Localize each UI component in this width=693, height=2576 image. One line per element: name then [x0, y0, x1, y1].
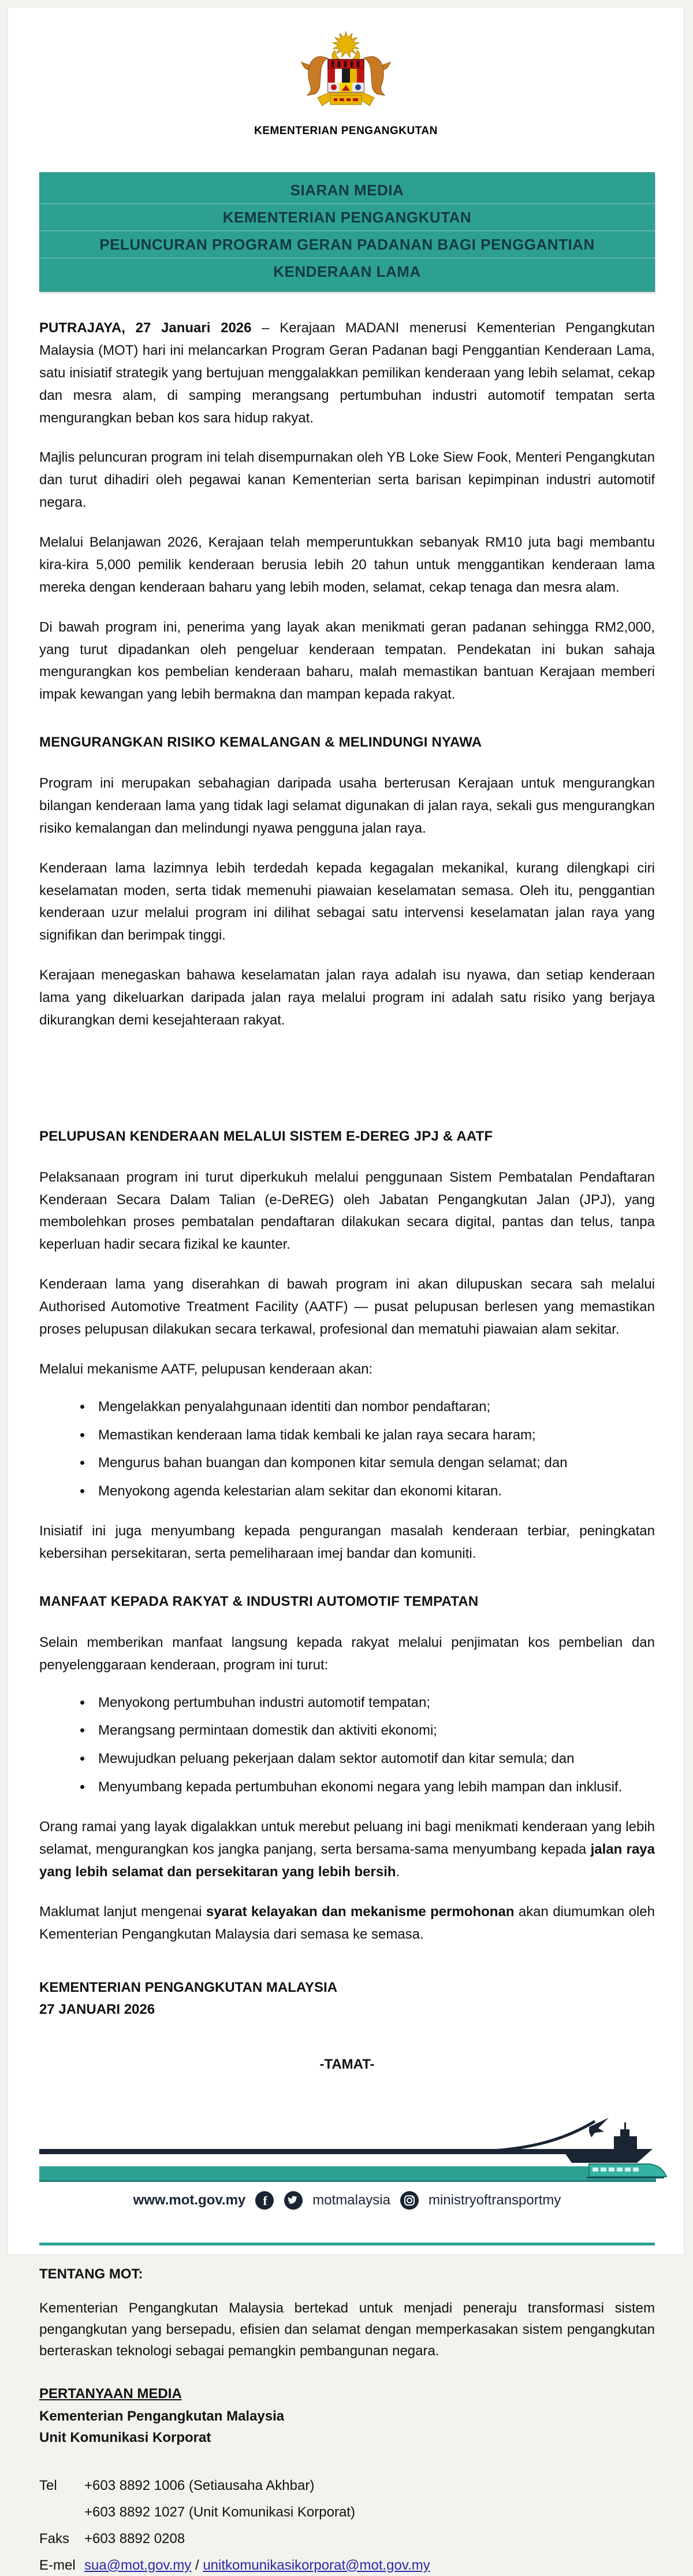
banner-line-1: SIARAN MEDIA: [290, 181, 404, 199]
paragraph: Melalui mekanisme AATF, pelupusan kenderaan akan:: [39, 1361, 373, 1377]
bullet-item: • Merangsang permintaan domestik dan aktiviti ekonomi;: [92, 1720, 655, 1742]
press-release-title-banner: [39, 172, 655, 292]
contact-fax-row: [39, 2529, 655, 2549]
contact-email-row: [39, 2555, 655, 2576]
ship-icon: [562, 2122, 653, 2163]
fax-number: +603 8892 0208: [84, 2530, 185, 2547]
paragraph: Inisiatif ini juga menyumbang kepada pengurangan masalah kenderaan terbiar, peningkatan kebersihan persekitaran, serta pemeliharaan imej bandar dan komuniti.: [39, 1523, 655, 1561]
paragraph: Program ini merupakan sebahagian daripada usaha berterusan Kerajaan untuk mengurangkan bilangan kenderaan lama yang tidak lagi selamat digunakan di jalan raya, sekali gus mengurangkan risiko kemalangan dan melindungi nyawa pengguna jalan raya.: [39, 775, 655, 836]
bullet-item: • Menyokong agenda kelestarian alam sekitar dan ekonomi kitaran.: [92, 1480, 655, 1503]
section-heading: MANFAAT KEPADA RAKYAT & INDUSTRI AUTOMOTIF TEMPATAN: [39, 1593, 479, 1609]
facebook-twitter-handle: motmalaysia: [312, 2192, 390, 2208]
press-release-page: [8, 7, 684, 2573]
media-org: Kementerian Pengangkutan Malaysia: [39, 2408, 285, 2425]
about-text: Kementerian Pengangkutan Malaysia bertekad untuk menjadi peneraju transformasi sistem pengangkutan yang bersepadu, efisien dan selamat dengan memperkasakan sistem pengangkutan berteraskan teknologi sebagai pemangkin pembangunan negara.: [39, 2300, 655, 2359]
bullet-item: • Menyumbang kepada pertumbuhan ekonomi negara yang lebih mampan dan inklusif.: [92, 1776, 655, 1799]
banner-line-4: KENDERAAN LAMA: [39, 258, 655, 285]
paragraph: Kenderaan lama yang diserahkan di bawah program ini akan dilupuskan secara sah melalui Authorised Automotive Treatment Facility (AATF) — pusat pelupusan berlesen yang memastikan proses pelupusan dilakukan secara terkawal, profesional dan mematuhi piawaian alam sekitar.: [39, 1276, 655, 1337]
paragraph: Di bawah program ini, penerima yang layak akan menikmati geran padanan sehingga RM2,000, yang turut dipadankan oleh pengeluar kenderaan tempatan. Pendekatan ini bukan sahaja mengurangkan kos pembelian kenderaan baharu, malah memastikan bantuan Kerajaan memberi impak kewangan yang lebih bermakna dan mampan kepada rakyat.: [39, 619, 655, 703]
facebook-icon: [255, 2191, 274, 2210]
airplane-icon: [589, 2118, 609, 2137]
paragraph: Majlis peluncuran program ini telah disempurnakan oleh YB Loke Siew Fook, Menteri Pengangkutan dan turut dihadiri oleh pegawai kanan Kementerian serta barisan kepimpinan industri automotif negara.: [39, 450, 655, 511]
paragraph: Kerajaan menegaskan bahawa keselamatan jalan raya adalah isu nyawa, dan setiap kenderaan lama yang dikeluarkan daripada jalan raya melalui program ini adalah satu risiko yang berjaya dikurangkan demi kesejahteraan rakyat.: [39, 967, 655, 1028]
media-unit: Unit Komunikasi Korporat: [39, 2430, 211, 2446]
paragraph: Selain memberikan manfaat langsung kepada rakyat melalui penjimatan kos pembelian dan penyelenggaraan kenderaan, program ini turut:: [39, 1634, 655, 1673]
email-link-unit[interactable]: unitkomunikasikorporat@mot.gov.my: [203, 2557, 430, 2573]
instagram-icon: [400, 2191, 419, 2210]
email-link-sua[interactable]: sua@mot.gov.my: [84, 2557, 192, 2573]
bullet-list: [39, 1396, 655, 1504]
paragraph: Melalui Belanjawan 2026, Kerajaan telah memperuntukkan sebanyak RM10 juta bagi membantu kira-kira 5,000 pemilik kenderaan berusia lebih 20 tahun untuk menggantikan kenderaan lama mereka dengan kenderaan baharu yang lebih moden, selamat, cekap tenaga dan mesra alam.: [39, 534, 655, 595]
section-gap: [39, 1049, 655, 1100]
about-heading: TENTANG MOT:: [39, 2266, 143, 2282]
paragraph: Pelaksanaan program ini turut diperkukuh melalui penggunaan Sistem Pembatalan Pendaftaran Kenderaan Secara Dalam Talian (e-DeREG) oleh Jabatan Pengangkutan Jalan (JPJ), yang membolehkan proses pembatalan pendaftaran dilakukan secara digital, pantas dan telus, tanpa keperluan hadir secara fizikal ke kaunter.: [39, 1169, 655, 1253]
tel-label: Tel: [39, 2477, 57, 2493]
section-heading: PELUPUSAN KENDERAAN MELALUI SISTEM E-DEREG JPJ & AATF: [39, 1128, 493, 1144]
end-marker: -TAMAT-: [319, 2056, 375, 2072]
bullet-item: • Mengelakkan penyalahgunaan identiti dan nombor pendaftaran;: [92, 1396, 655, 1419]
contact-tel-row: [39, 2475, 655, 2496]
paragraph: Kenderaan lama lazimnya lebih terdedah kepada kegagalan mekanikal, kurang dilengkapi ciri keselamatan moden, serta tidak memenuhi piawaian keselamatan semasa. Oleh itu, penggantian kenderaan uzur melalui program ini dilihat sebagai satu intervensi keselamatan jalan raya yang signifikan dan berimpak tinggi.: [39, 860, 655, 944]
letterhead-ministry-name: KEMENTERIAN PENGANGKUTAN: [254, 125, 438, 137]
bullet-item: • Menyokong pertumbuhan industri automotif tempatan;: [92, 1692, 655, 1714]
press-release-body: [39, 317, 655, 2076]
paragraph: Maklumat lanjut mengenai syarat kelayakan dan mekanisme permohonan akan diumumkan oleh Kementerian Pengangkutan Malaysia dari semasa ke semasa.: [39, 1903, 655, 1942]
tel-1: +603 8892 1006 (Setiausaha Akhbar): [84, 2477, 315, 2493]
bullet-item: • Memastikan kenderaan lama tidak kembali ke jalan raya secara haram;: [92, 1424, 655, 1447]
bullet-item: • Mengurus bahan buangan dan komponen kitar semula dengan selamat; dan: [92, 1452, 655, 1475]
paragraph: PUTRAJAYA, 27 Januari 2026 – Kerajaan MADANI menerusi Kementerian Pengangkutan Malaysia (MOT) hari ini melancarkan Program Geran Padanan bagi Penggantian Kenderaan Lama, satu inisiatif strategik yang bertujuan menggalakkan pemilikan kenderaan yang lebih selamat, cekap dan mesra alam, di samping merangsang pertumbuhan industri automotif tempatan serta mengurangkan beban kos sara hidup rakyat.: [39, 320, 655, 426]
teal-divider: [39, 2243, 655, 2245]
svg-text:f: f: [263, 2193, 267, 2208]
tel-2: +603 8892 1027 (Unit Komunikasi Korporat): [84, 2504, 355, 2520]
swoosh-line: [484, 2121, 595, 2151]
bullet-list: [39, 1692, 655, 1799]
signature-block: [39, 1977, 655, 2020]
section-heading: MENGURANGKAN RISIKO KEMALANGAN & MELINDUNGI NYAWA: [39, 734, 482, 751]
email-label: E-mel: [39, 2557, 76, 2573]
banner-line-3: PELUNCURAN PROGRAM GERAN PADANAN BAGI PENGGANTIAN: [39, 231, 655, 258]
paragraph: Orang ramai yang layak digalakkan untuk merebut peluang ini bagi menikmati kenderaan yang lebih selamat, mengurangkan kos jangka panjang, serta bersama-sama menyumbang kepada jalan raya yang lebih selamat dan persekitaran yang lebih bersih.: [39, 1819, 655, 1880]
website-url: www.mot.gov.my: [133, 2192, 246, 2208]
twitter-icon: [284, 2191, 303, 2210]
letterfoot-social-row: [39, 2191, 655, 2210]
transport-modes-artwork: [39, 2114, 656, 2185]
signature-line: 27 JANUARI 2026: [39, 2001, 155, 2017]
email-separator: /: [191, 2557, 203, 2573]
malaysia-coat-of-arms-icon: [295, 31, 397, 118]
media-enquiries-heading: PERTANYAAN MEDIA: [39, 2386, 182, 2402]
email-values: [84, 2555, 655, 2576]
contact-block: [39, 2475, 655, 2576]
banner-line-2: KEMENTERIAN PENGANGKUTAN: [39, 203, 655, 231]
letterhead: [8, 8, 684, 138]
signature-line: KEMENTERIAN PENGANGKUTAN MALAYSIA: [39, 1980, 338, 1996]
instagram-handle: ministryoftransportmy: [429, 2192, 561, 2208]
fax-label: Faks: [39, 2530, 70, 2547]
document-content: [8, 172, 684, 2576]
train-icon: [587, 2164, 666, 2178]
bullet-item: • Mewujudkan peluang pekerjaan dalam sektor automotif dan kitar semula; dan: [92, 1748, 655, 1770]
